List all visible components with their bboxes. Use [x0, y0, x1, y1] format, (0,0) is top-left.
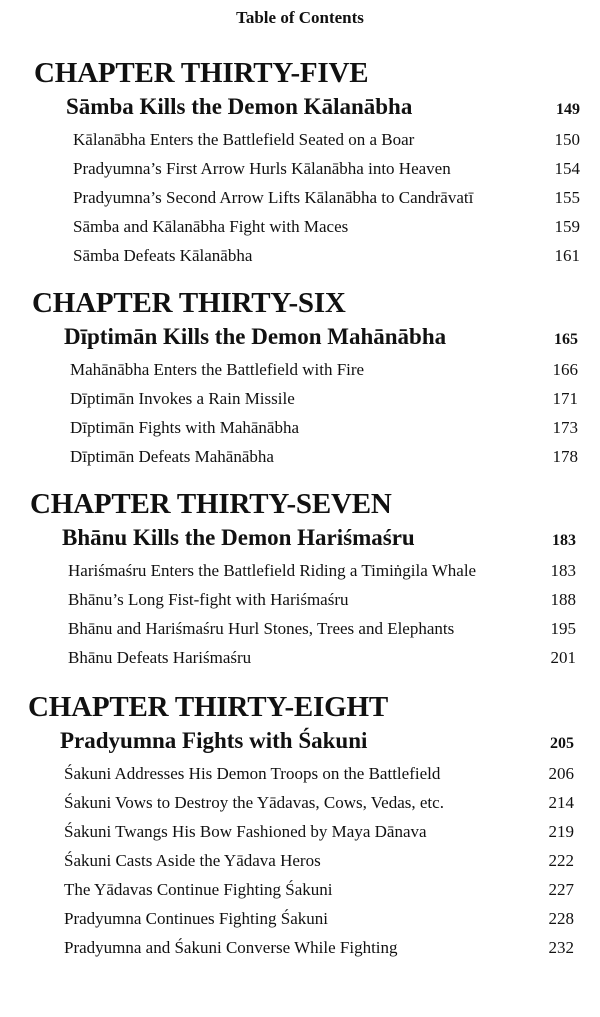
- entry-page-number: 183: [550, 561, 576, 580]
- entry-title: Kālanābha Enters the Battlefield Seated on a Boar: [73, 130, 415, 149]
- entry-page-number: 219: [548, 822, 574, 841]
- entry-title: Pradyumna’s Second Arrow Lifts Kālanābha to Candrāvatī: [73, 188, 474, 207]
- chapter-heading: CHAPTER THIRTY-SIX: [32, 287, 346, 319]
- chapter-heading: CHAPTER THIRTY-EIGHT: [28, 691, 388, 723]
- entry-page-number: 171: [552, 389, 578, 408]
- entry-page-number: 173: [552, 418, 578, 437]
- entry-title: Dīptimān Invokes a Rain Missile: [70, 389, 295, 408]
- chapter-section: [0, 286, 600, 471]
- entry-title: Pradyumna and Śakuni Converse While Fighting: [64, 938, 398, 957]
- entry-page-number: 201: [550, 648, 576, 667]
- toc-entry[interactable]: [0, 556, 576, 585]
- entry-page-number: 154: [554, 159, 580, 178]
- entry-title: Sāmba Defeats Kālanābha: [73, 246, 253, 265]
- story-page-number: 205: [550, 735, 574, 752]
- story-page-number: 165: [554, 331, 578, 348]
- entry-page-number: 166: [552, 360, 578, 379]
- entry-page-number: 161: [554, 246, 580, 265]
- toc-entry[interactable]: [0, 355, 578, 384]
- entry-title: The Yādavas Continue Fighting Śakuni: [64, 880, 333, 899]
- entry-title: Mahānābha Enters the Battlefield with Fire: [70, 360, 365, 379]
- entry-page-number: 222: [548, 851, 574, 870]
- entry-title: Bhānu Defeats Hariśmaśru: [68, 648, 252, 667]
- toc-entry[interactable]: [0, 904, 574, 933]
- toc-entry[interactable]: [0, 585, 576, 614]
- toc-entry[interactable]: [0, 125, 580, 154]
- toc-entry[interactable]: [0, 846, 574, 875]
- toc-entry[interactable]: [0, 154, 580, 183]
- entry-page-number: 232: [548, 938, 574, 957]
- toc-entry[interactable]: [0, 212, 580, 241]
- entry-page-number: 206: [548, 764, 574, 783]
- toc-entry[interactable]: [0, 442, 578, 471]
- toc-entry[interactable]: [0, 759, 574, 788]
- toc-entry[interactable]: [0, 384, 578, 413]
- entry-page-number: 150: [554, 130, 580, 149]
- chapter-heading: CHAPTER THIRTY-FIVE: [34, 57, 369, 89]
- toc-entry[interactable]: [0, 413, 578, 442]
- entry-page-number: 228: [548, 909, 574, 928]
- entry-title: Dīptimān Fights with Mahānābha: [70, 418, 300, 437]
- entry-page-number: 227: [548, 880, 574, 899]
- entry-title: Śakuni Casts Aside the Yādava Heros: [64, 851, 321, 870]
- entry-title: Śakuni Twangs His Bow Fashioned by Maya Dānava: [64, 822, 427, 841]
- entry-title: Pradyumna’s First Arrow Hurls Kālanābha into Heaven: [73, 159, 451, 178]
- story-page-number: 149: [556, 101, 580, 118]
- entry-page-number: 159: [554, 217, 580, 236]
- entry-title: Bhānu and Hariśmaśru Hurl Stones, Trees and Elephants: [68, 619, 455, 638]
- page-title: Table of Contents: [236, 8, 364, 27]
- entry-page-number: 195: [550, 619, 576, 638]
- story-page-number: 183: [552, 532, 576, 549]
- chapter-heading: CHAPTER THIRTY-SEVEN: [30, 488, 392, 520]
- story-row[interactable]: [0, 523, 576, 556]
- story-row[interactable]: [0, 92, 580, 125]
- chapter-section: [0, 690, 600, 962]
- toc-entry[interactable]: [0, 788, 574, 817]
- story-title: Bhānu Kills the Demon Hariśmaśru: [62, 525, 415, 550]
- entry-page-number: 155: [554, 188, 580, 207]
- entry-page-number: 178: [552, 447, 578, 466]
- story-row[interactable]: [0, 322, 578, 355]
- story-title: Pradyumna Fights with Śakuni: [60, 728, 368, 753]
- chapter-section: [0, 56, 600, 270]
- entry-page-number: 188: [550, 590, 576, 609]
- toc-entry[interactable]: [0, 875, 574, 904]
- toc-entry[interactable]: [0, 643, 576, 672]
- entry-title: Dīptimān Defeats Mahānābha: [70, 447, 274, 466]
- chapter-section: [0, 487, 600, 672]
- story-row[interactable]: [0, 726, 574, 759]
- toc-entry[interactable]: [0, 183, 580, 212]
- entry-title: Hariśmaśru Enters the Battlefield Riding a Timiṅgila Whale: [68, 561, 477, 580]
- toc-entry[interactable]: [0, 933, 574, 962]
- entry-title: Śakuni Addresses His Demon Troops on the Battlefield: [64, 764, 441, 783]
- entry-title: Sāmba and Kālanābha Fight with Maces: [73, 217, 349, 236]
- entry-title: Pradyumna Continues Fighting Śakuni: [64, 909, 328, 928]
- entry-title: Śakuni Vows to Destroy the Yādavas, Cows, Vedas, etc.: [64, 793, 444, 812]
- entry-title: Bhānu’s Long Fist-fight with Hariśmaśru: [68, 590, 349, 609]
- story-title: Dīptimān Kills the Demon Mahānābha: [64, 324, 447, 349]
- story-title: Sāmba Kills the Demon Kālanābha: [66, 94, 413, 119]
- toc-entry[interactable]: [0, 817, 574, 846]
- entry-page-number: 214: [548, 793, 574, 812]
- toc-entry[interactable]: [0, 614, 576, 643]
- toc-entry[interactable]: [0, 241, 580, 270]
